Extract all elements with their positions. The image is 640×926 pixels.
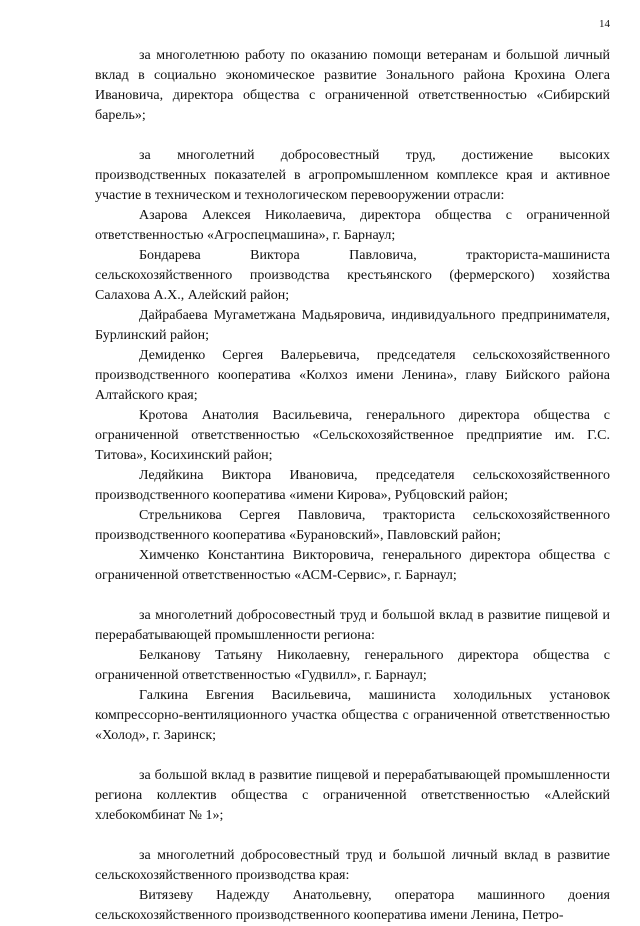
- paragraph: Галкина Евгения Васильевича, машиниста холодильных установок компрессорно-вентиляционного участка общества с ограниченной ответственностью «Холод», г. Заринск;: [95, 688, 610, 743]
- paragraph: Демиденко Сергея Валерьевича, председателя сельскохозяйственного производственного кооператива «Колхоз имени Ленина», главу Бийского района Алтайского края;: [95, 348, 610, 403]
- paragraph-spacer: [95, 826, 610, 846]
- paragraph: за многолетний добросовестный труд и большой личный вклад в развитие сельскохозяйственного производства края:: [95, 848, 610, 883]
- paragraph: Химченко Константина Викторовича, генерального директора общества с ограниченной ответственностью «АСМ-Сервис», г. Барнаул;: [95, 548, 610, 583]
- paragraph: Стрельникова Сергея Павловича, тракториста сельскохозяйственного производственного кооператива «Бурановский», Павловский район;: [95, 508, 610, 543]
- document-body: [95, 46, 610, 926]
- paragraph-spacer: [95, 746, 610, 766]
- paragraph-spacer: [95, 126, 610, 146]
- paragraph: Дайрабаева Мугаметжана Мадьяровича, индивидуального предпринимателя, Бурлинский район;: [95, 308, 610, 343]
- paragraph: Азарова Алексея Николаевича, директора общества с ограниченной ответственностью «Агроспецмашина», г. Барнаул;: [95, 208, 610, 243]
- paragraph: за многолетний добросовестный труд и большой вклад в развитие пищевой и перерабатывающей промышленности региона:: [95, 608, 610, 643]
- paragraph: за многолетний добросовестный труд, достижение высоких производственных показателей в агропромышленном комплексе края и активное участие в техническом и технологическом перевооружении отрасли:: [95, 148, 610, 203]
- paragraph: за большой вклад в развитие пищевой и перерабатывающей промышленности региона коллектив общества с ограниченной ответственностью «Алейский хлебокомбинат № 1»;: [95, 768, 610, 823]
- paragraph: Витязеву Надежду Анатольевну, оператора машинного доения сельскохозяйственного производственного кооператива имени Ленина, Петро-: [95, 888, 610, 923]
- page-number: 14: [599, 18, 610, 30]
- paragraph: Белканову Татьяну Николаевну, генерального директора общества с ограниченной ответственностью «Гудвилл», г. Барнаул;: [95, 648, 610, 683]
- paragraph: Кротова Анатолия Васильевича, генерального директора общества с ограниченной ответственностью «Сельскохозяйственное предприятие им. Г.С. Титова», Косихинский район;: [95, 408, 610, 463]
- paragraph: за многолетнюю работу по оказанию помощи ветеранам и большой личный вклад в социально экономическое развитие Зонального района Крохина Олега Ивановича, директора общества с ограниченной ответственностью «Сибирский барель»;: [95, 48, 610, 123]
- paragraph-spacer: [95, 586, 610, 606]
- paragraph: Ледяйкина Виктора Ивановича, председателя сельскохозяйственного производственного кооператива «имени Кирова», Рубцовский район;: [95, 468, 610, 503]
- paragraph: Бондарева Виктора Павловича, тракториста-машиниста сельскохозяйственного производства крестьянского (фермерского) хозяйства Салахова А.Х., Алейский район;: [95, 248, 610, 303]
